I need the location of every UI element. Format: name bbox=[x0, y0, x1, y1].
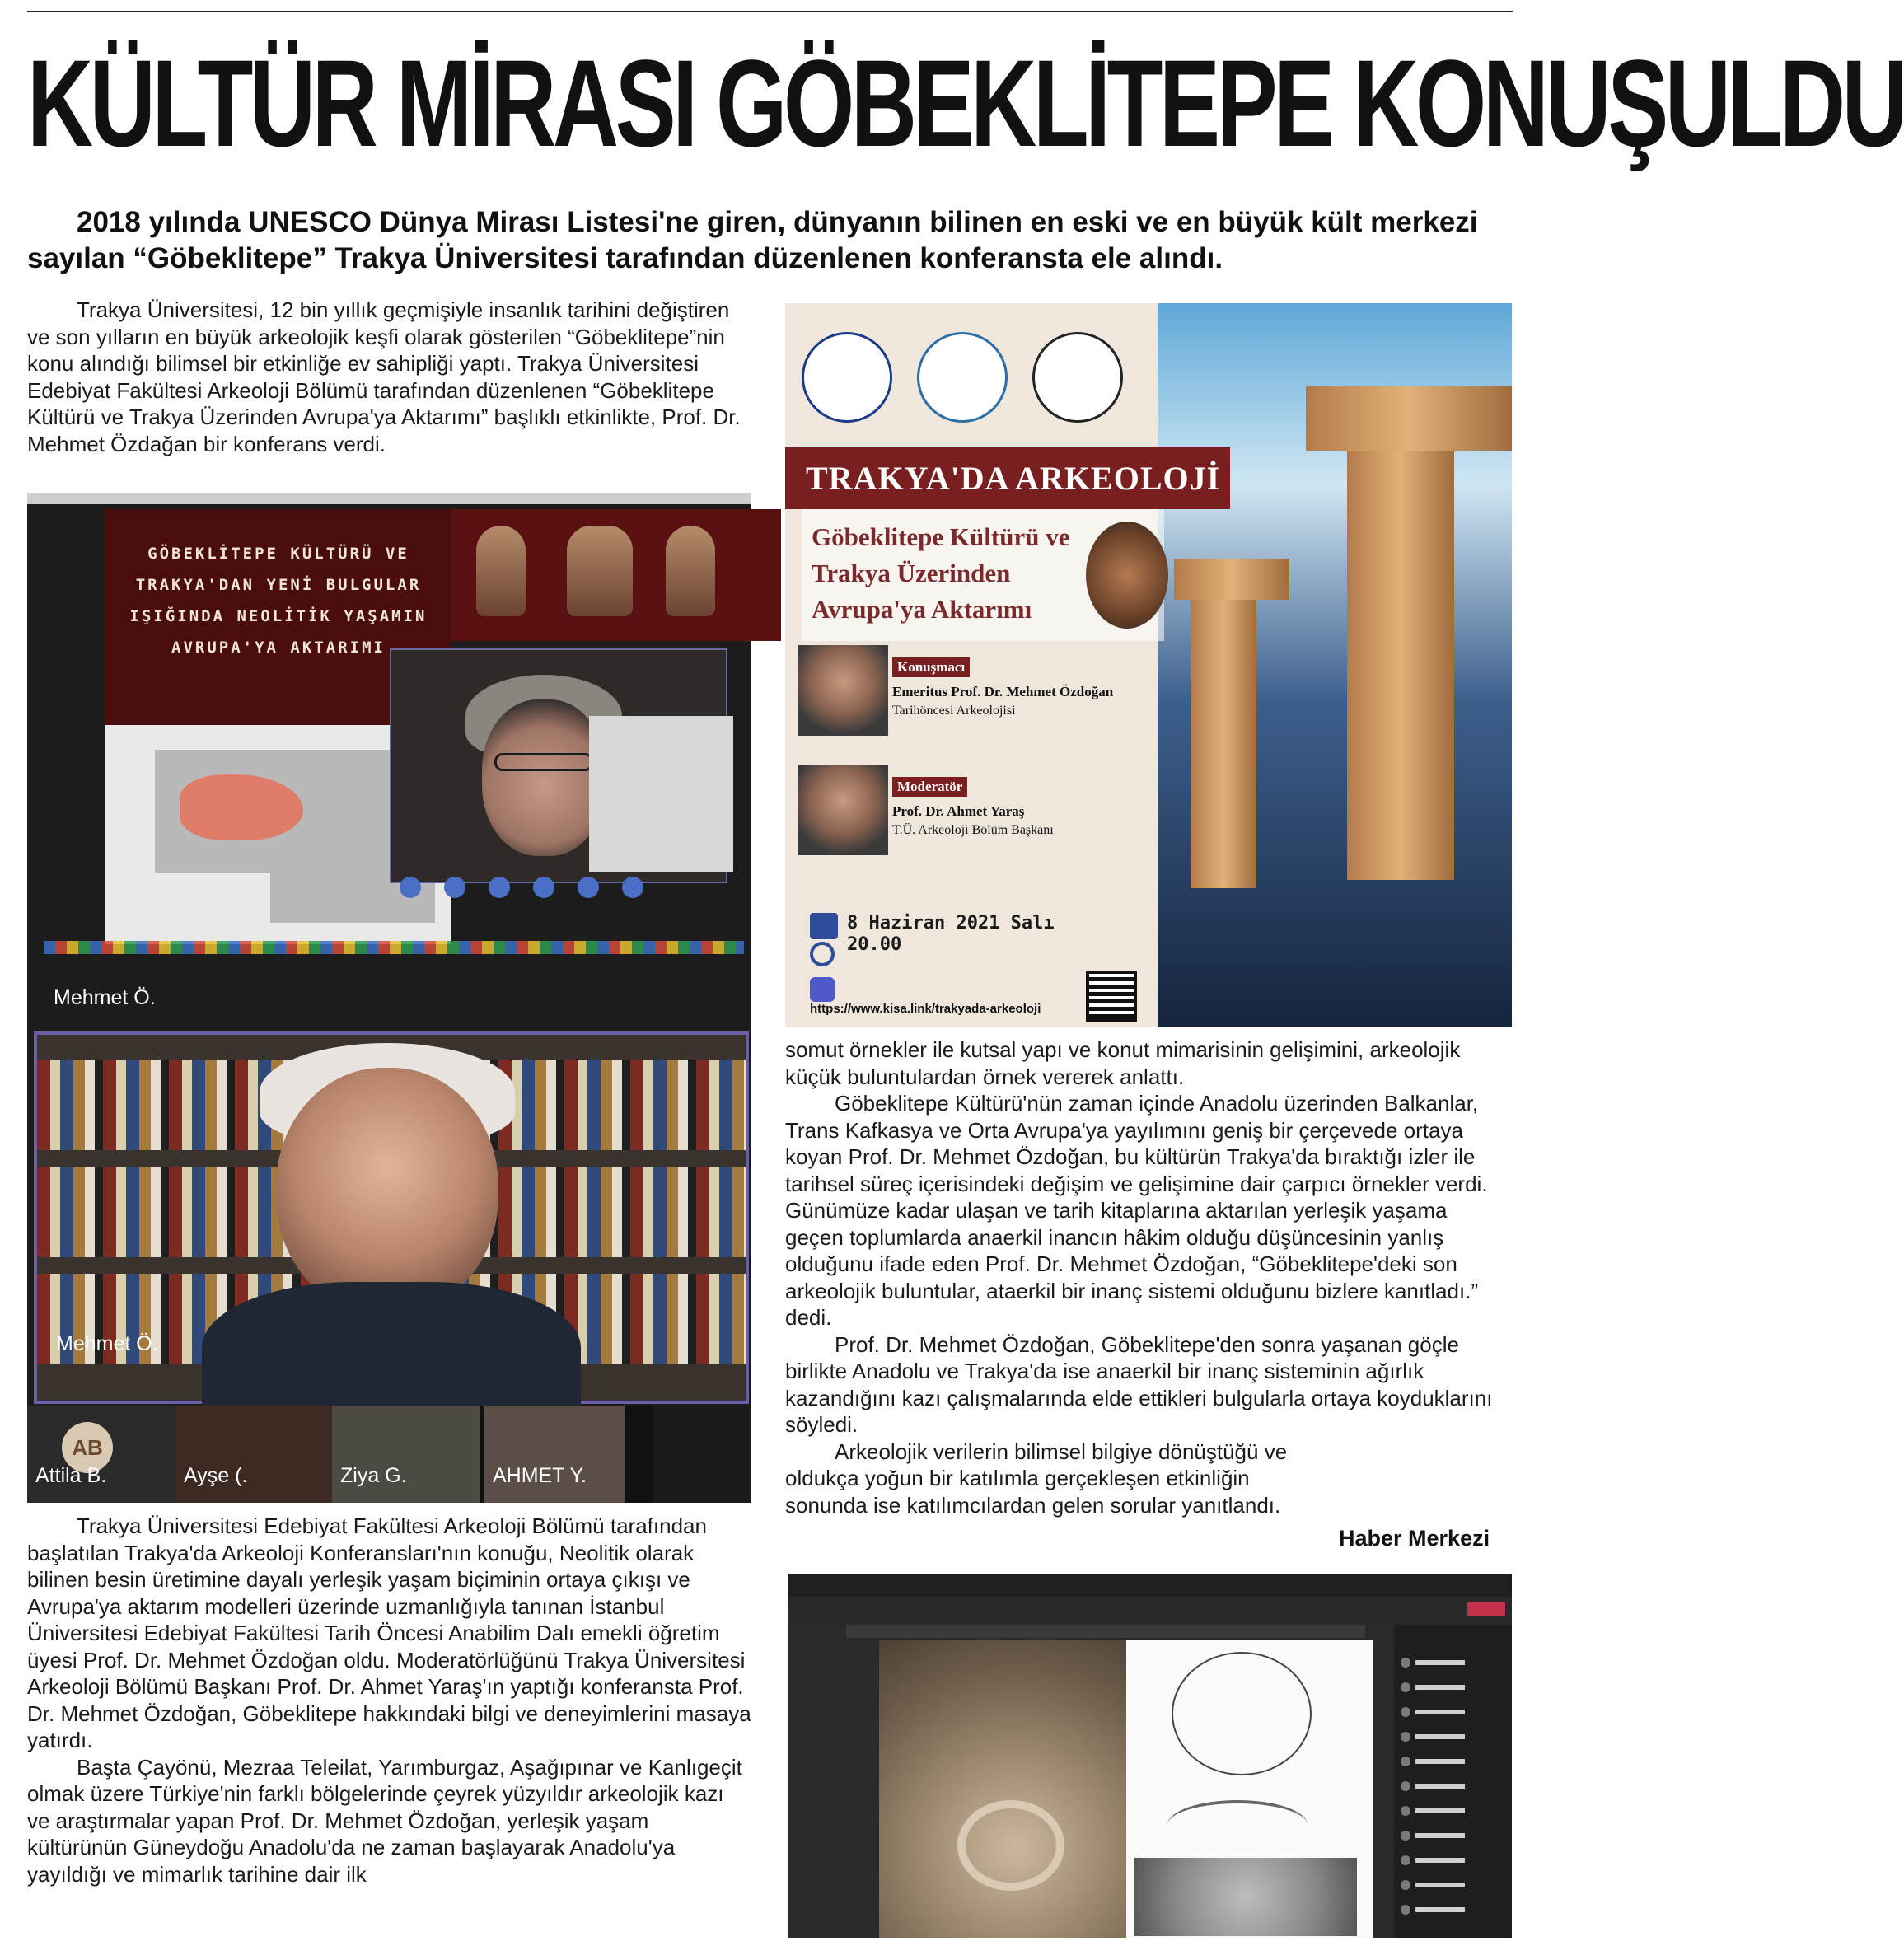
speaker-name-tag: Mehmet Ö. bbox=[56, 1332, 158, 1355]
participant-tile bbox=[332, 1406, 480, 1503]
moderator-label: Moderatör bbox=[892, 777, 967, 797]
faculty-logo bbox=[917, 332, 1008, 423]
lead-text: 2018 yılında UNESCO Dünya Mirası Listesi'ne giren, dünyanın bilinen en eski ve en büyük kült merkezi sayılan “Göbeklitepe” Trakya Üniversitesi tarafından düzenlenen konferansta ele alındı. bbox=[27, 206, 1478, 274]
poster-subtitle: Göbeklitepe Kültürü ve Trakya Üzerinden Avrupa'ya Aktarımı bbox=[802, 509, 1164, 641]
participant-row bbox=[1401, 1806, 1504, 1817]
participant-face bbox=[482, 699, 606, 856]
event-time: 20.00 bbox=[847, 934, 902, 955]
event-datetime bbox=[847, 913, 1055, 956]
side-video bbox=[589, 716, 733, 872]
participant-row bbox=[1401, 1732, 1504, 1743]
teams-toolbar bbox=[788, 1597, 1512, 1625]
qr-code bbox=[1086, 971, 1137, 1022]
participant-video bbox=[390, 648, 727, 883]
participant-tile bbox=[175, 1406, 332, 1503]
participant-strip bbox=[27, 1406, 751, 1503]
moderator-dept: T.Ü. Arkeoloji Bölüm Başkanı bbox=[892, 823, 1054, 837]
university-logos bbox=[802, 328, 1156, 435]
teams-icon bbox=[810, 977, 835, 1002]
left-column-bottom bbox=[27, 1513, 752, 1887]
paragraph: Prof. Dr. Mehmet Özdoğan, Göbeklitepe'den sonra yaşanan göçle birlikte Anadolu ve Trakya'da ise anaerkil bir inanç sisteminin ağırlık kazandığını kazı çalışmalarında elde ettikleri bulgularla ortaya koyduklarını söyledi. bbox=[785, 1331, 1493, 1437]
video-avatars bbox=[400, 877, 729, 901]
participant-tile bbox=[484, 1406, 625, 1503]
participant-name: Attila B. bbox=[35, 1464, 107, 1487]
speaker-name: Emeritus Prof. Dr. Mehmet Özdoğan bbox=[892, 684, 1114, 699]
speaker-label: Konuşmacı bbox=[892, 657, 970, 677]
moderator-photo bbox=[798, 765, 888, 855]
speaker-face bbox=[276, 1068, 498, 1315]
shared-screen bbox=[27, 504, 751, 1406]
teams-meeting-photo bbox=[788, 1574, 1512, 1938]
excavation-photo bbox=[879, 1640, 1126, 1938]
shared-slide bbox=[879, 1640, 1373, 1938]
participant-name: Ayşe (. bbox=[184, 1464, 248, 1487]
notice-bar bbox=[846, 1625, 1365, 1638]
event-poster bbox=[785, 303, 1512, 1027]
paragraph: Trakya Üniversitesi Edebiyat Fakültesi Arkeoloji Bölümü tarafından başlatılan Trakya'da Arkeoloji Konferansları'nın konuğu, Neolitik olarak bilinen besin üretimine dayalı yerleşik yaşam biçiminin ortaya çıkışı ve Avrupa'ya aktarım modelleri üzerinde uzmanlığıyla tanınan İstanbul Üniversitesi Edebiyat Fakültesi Tarih Öncesi Anabilim Dalı emekli öğretim üyesi Prof. Dr. Mehmet Özdoğan oldu. Moderatörlüğünü Trakya Üniversitesi Arkeoloji Bölümü Başkanı Prof. Dr. Ahmet Yaraş'ın yaptığı konferansta Prof. Dr. Mehmet Özdoğan, Göbeklitepe hakkındaki bilgi ve deneyimlerini masaya yatırdı. bbox=[27, 1513, 751, 1752]
participant-row bbox=[1401, 1757, 1504, 1768]
participant-row bbox=[1401, 1880, 1504, 1892]
leave-button bbox=[1467, 1602, 1505, 1616]
clock-icon bbox=[810, 942, 835, 966]
paragraph: Başta Çayönü, Mezraa Teleilat, Yarımburgaz, Aşağıpınar ve Kanlıgeçit olmak üzere Türkiye'nin farklı bölgelerinde çeyrek yüzyıldır arkeolojik kazı ve araştırmalar yapan Prof. Dr. Mehmet Özdoğan, yerleşik yaşam kültürünün Güneydoğu Anadolu'da ne zaman başlayarak Anadolu'ya yayıldığı ve mimarlık tarihine dair ilk bbox=[27, 1754, 742, 1887]
figurine-image bbox=[666, 526, 715, 616]
participant-tile bbox=[653, 1406, 751, 1503]
participant-name: AHMET Y. bbox=[493, 1464, 587, 1487]
participants-panel bbox=[1394, 1625, 1512, 1938]
participant-row bbox=[1401, 1831, 1504, 1842]
moderator-block bbox=[892, 777, 1054, 838]
teams-titlebar bbox=[788, 1574, 1512, 1597]
headline: KÜLTÜR MİRASI GÖBEKLİTEPE KONUŞULDU bbox=[27, 34, 1904, 172]
participant-name: Ziya G. bbox=[340, 1464, 407, 1487]
name-tag: Mehmet Ö. bbox=[54, 986, 156, 1009]
event-date: 8 Haziran 2021 Salı bbox=[847, 913, 1055, 933]
paragraph: somut örnekler ile kutsal yapı ve konut mimarisinin gelişimini, arkeolojik küçük buluntulardan örnek vererek anlattı. bbox=[785, 1037, 1461, 1089]
moderator-name: Prof. Dr. Ahmet Yaraş bbox=[892, 803, 1025, 819]
mac-menubar bbox=[27, 493, 751, 504]
paragraph: Göbeklitepe Kültürü'nün zaman içinde Anadolu üzerinden Balkanlar, Trans Kafkasya ve Orta Avrupa'ya yayılımını geniş bir çerçevede ortaya koyan Prof. Dr. Mehmet Özdoğan, bu kültürün Trakya'da bıraktığı izler ile tarihsel süreç içerisindeki değişim ve gelişimine dair çarpıcı örnekler verdi. Günümüze kadar ulaşan ve tarih kitaplarına aktarılan yerleşik yaşama geçen toplumlarda anaerkil inancın hâkim olduğu düşüncesinin yanlış olduğunu ifade eden Prof. Dr. Mehmet Özdoğan, “Göbeklitepe'deki son arkeolojik buluntular, ataerkil bir inanç sistemi olduğunu bizlere kanıtladı.” dedi. bbox=[785, 1091, 1488, 1330]
speaker-block bbox=[892, 657, 1113, 718]
figurine-image bbox=[476, 526, 526, 616]
left-column-top bbox=[27, 297, 744, 457]
participant-row bbox=[1401, 1905, 1504, 1916]
right-column bbox=[785, 1036, 1510, 1518]
event-url: https://www.kisa.link/trakyada-arkeoloji bbox=[810, 1002, 1041, 1016]
speaker-dept: Tarihöncesi Arkeolojisi bbox=[892, 704, 1016, 718]
department-logo bbox=[1032, 332, 1123, 423]
speaker-photo bbox=[798, 645, 888, 736]
university-logo bbox=[802, 332, 892, 423]
slide-title: GÖBEKLİTEPE KÜLTÜRÜ VE TRAKYA'DAN YENİ BULGULAR IŞIĞINDA NEOLİTİK YAŞAMIN AVRUPA'YA AKTARIMI bbox=[129, 545, 428, 657]
participant-row bbox=[1401, 1682, 1504, 1694]
top-rule bbox=[27, 11, 1513, 12]
figurine-images bbox=[451, 509, 781, 641]
participant-row bbox=[1401, 1707, 1504, 1719]
avatar: AB bbox=[62, 1422, 113, 1473]
dock-bar bbox=[44, 941, 744, 954]
participant-tile bbox=[27, 1406, 184, 1503]
figurine-image bbox=[567, 526, 633, 616]
gobeklitepe-photo bbox=[1158, 303, 1512, 1027]
site-plan bbox=[1126, 1640, 1373, 1938]
participant-row bbox=[1401, 1781, 1504, 1793]
paragraph: Trakya Üniversitesi, 12 bin yıllık geçmişiyle insanlık tarihini değiştiren ve son yılların en büyük arkeolojik keşfi olarak gösterilen “Göbeklitepe”nin konu alındığı bilimsel bir etkinliğe ev sahipliği yaptı. Trakya Üniversitesi Edebiyat Fakültesi Arkeoloji Bölümü tarafından düzenlenen “Göbeklitepe Kültürü ve Trakya Üzerinden Avrupa'ya Aktarımı” başlıklı etkinlikte, Prof. Dr. Mehmet Özdağan bir konferans verdi. bbox=[27, 297, 741, 456]
paragraph: Arkeolojik verilerin bilimsel bilgiye dönüştüğü ve oldukça yoğun bir katılımla gerçekleşen etkinliğin sonunda ise katılımcılardan gelen sorular yanıtlandı. bbox=[785, 1438, 1288, 1518]
participant-row bbox=[1401, 1855, 1504, 1867]
horse-figurine bbox=[1086, 522, 1168, 629]
poster-band: TRAKYA'DA ARKEOLOJİ bbox=[785, 447, 1230, 509]
calendar-icon bbox=[810, 913, 838, 939]
zoom-meeting-photo bbox=[27, 493, 751, 1503]
lead-paragraph bbox=[27, 204, 1513, 277]
byline: Haber Merkezi bbox=[1339, 1526, 1490, 1551]
participant-row bbox=[1401, 1658, 1504, 1669]
